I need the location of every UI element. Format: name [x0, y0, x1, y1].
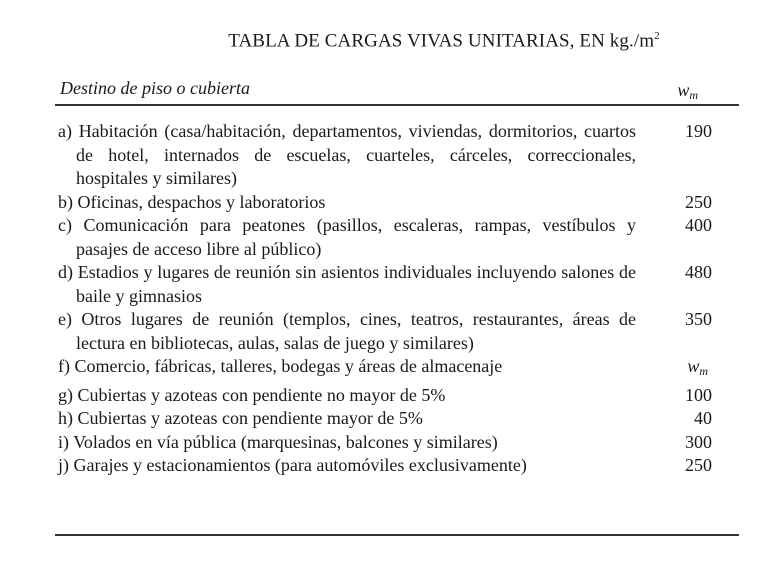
row-description: f) Comercio, fábricas, talleres, bodegas y áreas de almacenaje — [58, 356, 503, 376]
value-column-symbol: $w_m$ — [677, 80, 698, 102]
table-row — [58, 191, 718, 215]
table-title: TABLA DE CARGAS VIVAS UNITARIAS, EN $kg./m^2$ — [228, 30, 660, 52]
table-row — [58, 407, 718, 431]
row-description: d) Estadios y lugares de reunión sin asientos individuales incluyendo salones de baile y gimnasios — [58, 262, 637, 306]
row-description: b) Oficinas, despachos y laboratorios — [58, 191, 326, 212]
row-description: a) Habitación (casa/habitación, departamentos, viviendas, dormitorios, cuartos de hotel, internados de escuelas, cuarteles, cárceles, correccionales, hospitales y similares) — [58, 121, 637, 188]
table-body — [58, 120, 718, 478]
row-value: 300 — [685, 431, 712, 452]
table-row — [58, 214, 718, 261]
row-value: 400 — [685, 215, 712, 235]
table-row — [58, 454, 718, 478]
row-value: 100 — [685, 384, 712, 405]
table-row — [58, 384, 718, 408]
row-description: h) Cubiertas y azoteas con pendiente mayor de 5% — [58, 408, 423, 428]
row-value: 350 — [685, 309, 712, 329]
row-value: 190 — [685, 121, 712, 141]
row-value-symbol: $w_m$ — [687, 356, 708, 378]
row-value: 480 — [685, 262, 712, 282]
column-label: Destino de piso o cubierta — [60, 78, 250, 98]
row-value: 250 — [685, 191, 712, 212]
row-value: 250 — [685, 455, 712, 475]
row-description: i) Volados en vía pública (marquesinas, balcones y similares) — [58, 431, 498, 452]
table-row — [58, 308, 718, 355]
footer-rule — [55, 534, 739, 536]
row-description: g) Cubiertas y azoteas con pendiente no mayor de 5% — [58, 384, 446, 405]
table-row — [58, 120, 718, 191]
header-rule — [55, 104, 739, 106]
row-value: 40 — [694, 408, 712, 428]
row-description: e) Otros lugares de reunión (templos, cines, teatros, restaurantes, áreas de lectura en bibliotecas, aulas, salas de juego y similares) — [58, 309, 636, 353]
table-row — [58, 355, 718, 384]
table-header — [60, 78, 738, 104]
row-description: j) Garajes y estacionamientos (para automóviles exclusivamente) — [58, 455, 527, 475]
row-description: c) Comunicación para peatones (pasillos, escaleras, rampas, vestíbulos y pasajes de acceso libre al público) — [58, 215, 637, 259]
table-row — [58, 261, 718, 308]
table-row — [58, 431, 718, 455]
